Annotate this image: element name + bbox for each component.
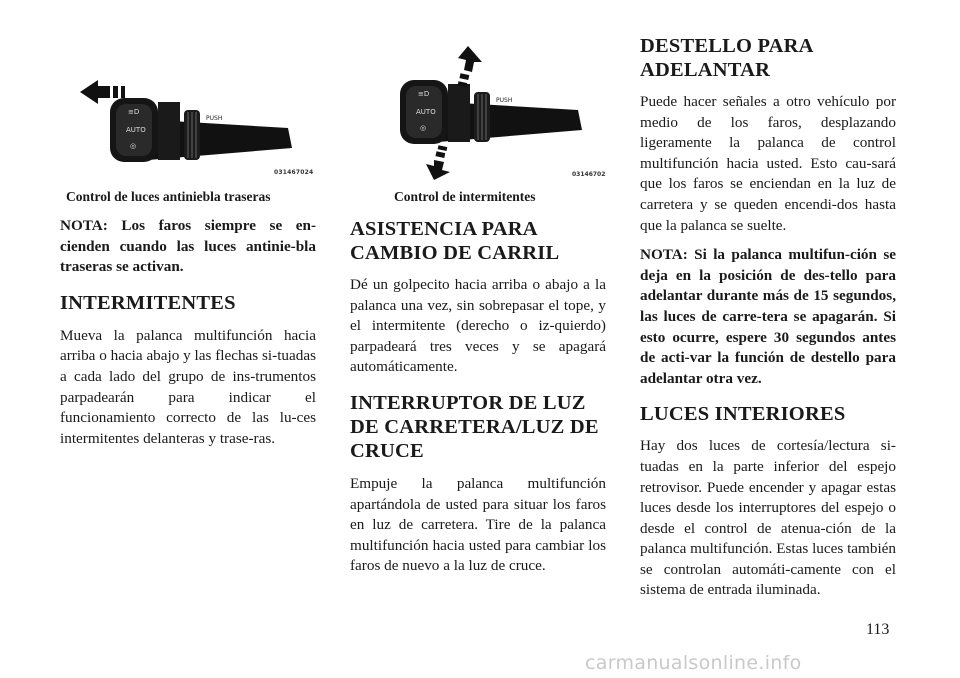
body-paragraph: Dé un golpecito hacia arriba o abajo a la palanca una vez, sin sobrepasar el tope, y el intermitente (derecho o iz-quierdo) parpadeará tres veces y se apagará automáticamente. [350,276,606,376]
multifunction-lever-illustration [60,70,318,180]
svg-text:≡D: ≡D [418,90,430,98]
svg-text:AUTO: AUTO [126,126,146,134]
heading-intermitentes: INTERMITENTES [60,291,236,314]
body-paragraph: Empuje la palanca multifunción apartándola de usted para situar los faros en luz de carretera. Tire de la palanca multifunción hacia usted para cambiar los faros de nuevo a la luz de cruce. [350,474,606,575]
page-number: 113 [866,621,890,638]
body-paragraph: Mueva la palanca multifunción hacia arriba o hacia abajo y las flechas si-tuadas a cada lado del grupo de ins-trumentos parpadearán para indicar el funcionamiento correcto de las lu-ces intermitentes delanteras y trase-ras. [60,326,316,447]
svg-text:◎: ◎ [420,124,427,132]
note-text: NOTA: Si la palanca multifun-ción se deja en la posición de des-tello para adelantar durante más de 15 segundos, las luces de carre-tera se apagarán. Si esto ocurre, espere 30 segundos antes de acti-var la función de destello para adelantar otra vez. [640,246,896,387]
column-3 [640,34,896,601]
body-paragraph: Hay dos luces de cortesía/lectura si-tuadas en la parte inferior del espejo retrovisor. Puede encender y apagar estas luces desde los interruptores del espejo o desde el control de atenua-ción de la palanca multifunción. Estas luces también se controlan automáti-camente con el sistema de entrada iluminada. [640,437,896,599]
svg-text:◎: ◎ [130,142,137,150]
svg-text:≡D: ≡D [128,108,140,116]
figure-code: 031467024 [274,169,314,176]
heading-luces-interiores: LUCES INTERIORES [640,403,846,426]
figure-code: 031467025 [572,171,606,178]
watermark: carmanualsonline.info [585,652,802,674]
heading-destello-adelantar: DESTELLO PARA ADELANTAR [640,35,813,81]
column-2 [350,217,606,577]
svg-text:PUSH: PUSH [206,115,223,122]
svg-text:AUTO: AUTO [416,108,436,116]
column-1 [60,216,316,449]
multifunction-lever-illustration [350,42,606,182]
figure-caption: Control de luces antiniebla traseras [66,189,271,204]
figure-rear-fog-light-control [60,70,318,180]
note-text: NOTA: Los faros siempre se en-cienden cuando las luces antinie-bla traseras se activan. [60,217,316,276]
heading-asistencia-cambio-carril: ASISTENCIA PARA CAMBIO DE CARRIL [350,218,560,264]
figure-caption: Control de intermitentes [394,189,536,204]
body-paragraph: Puede hacer señales a otro vehículo por medio de los faros, desplazando ligeramente la palanca de control multifunción hacia usted. Esto cau-sará que los faros se enciendan en la luz de carretera y se queden encendi-dos hasta que la palanca se suelte. [640,93,896,234]
heading-interruptor-luz: INTERRUPTOR DE LUZ DE CARRETERA/LUZ DE CRUCE [350,391,599,462]
svg-text:PUSH: PUSH [496,97,513,104]
figure-turn-signal-control [350,42,606,182]
